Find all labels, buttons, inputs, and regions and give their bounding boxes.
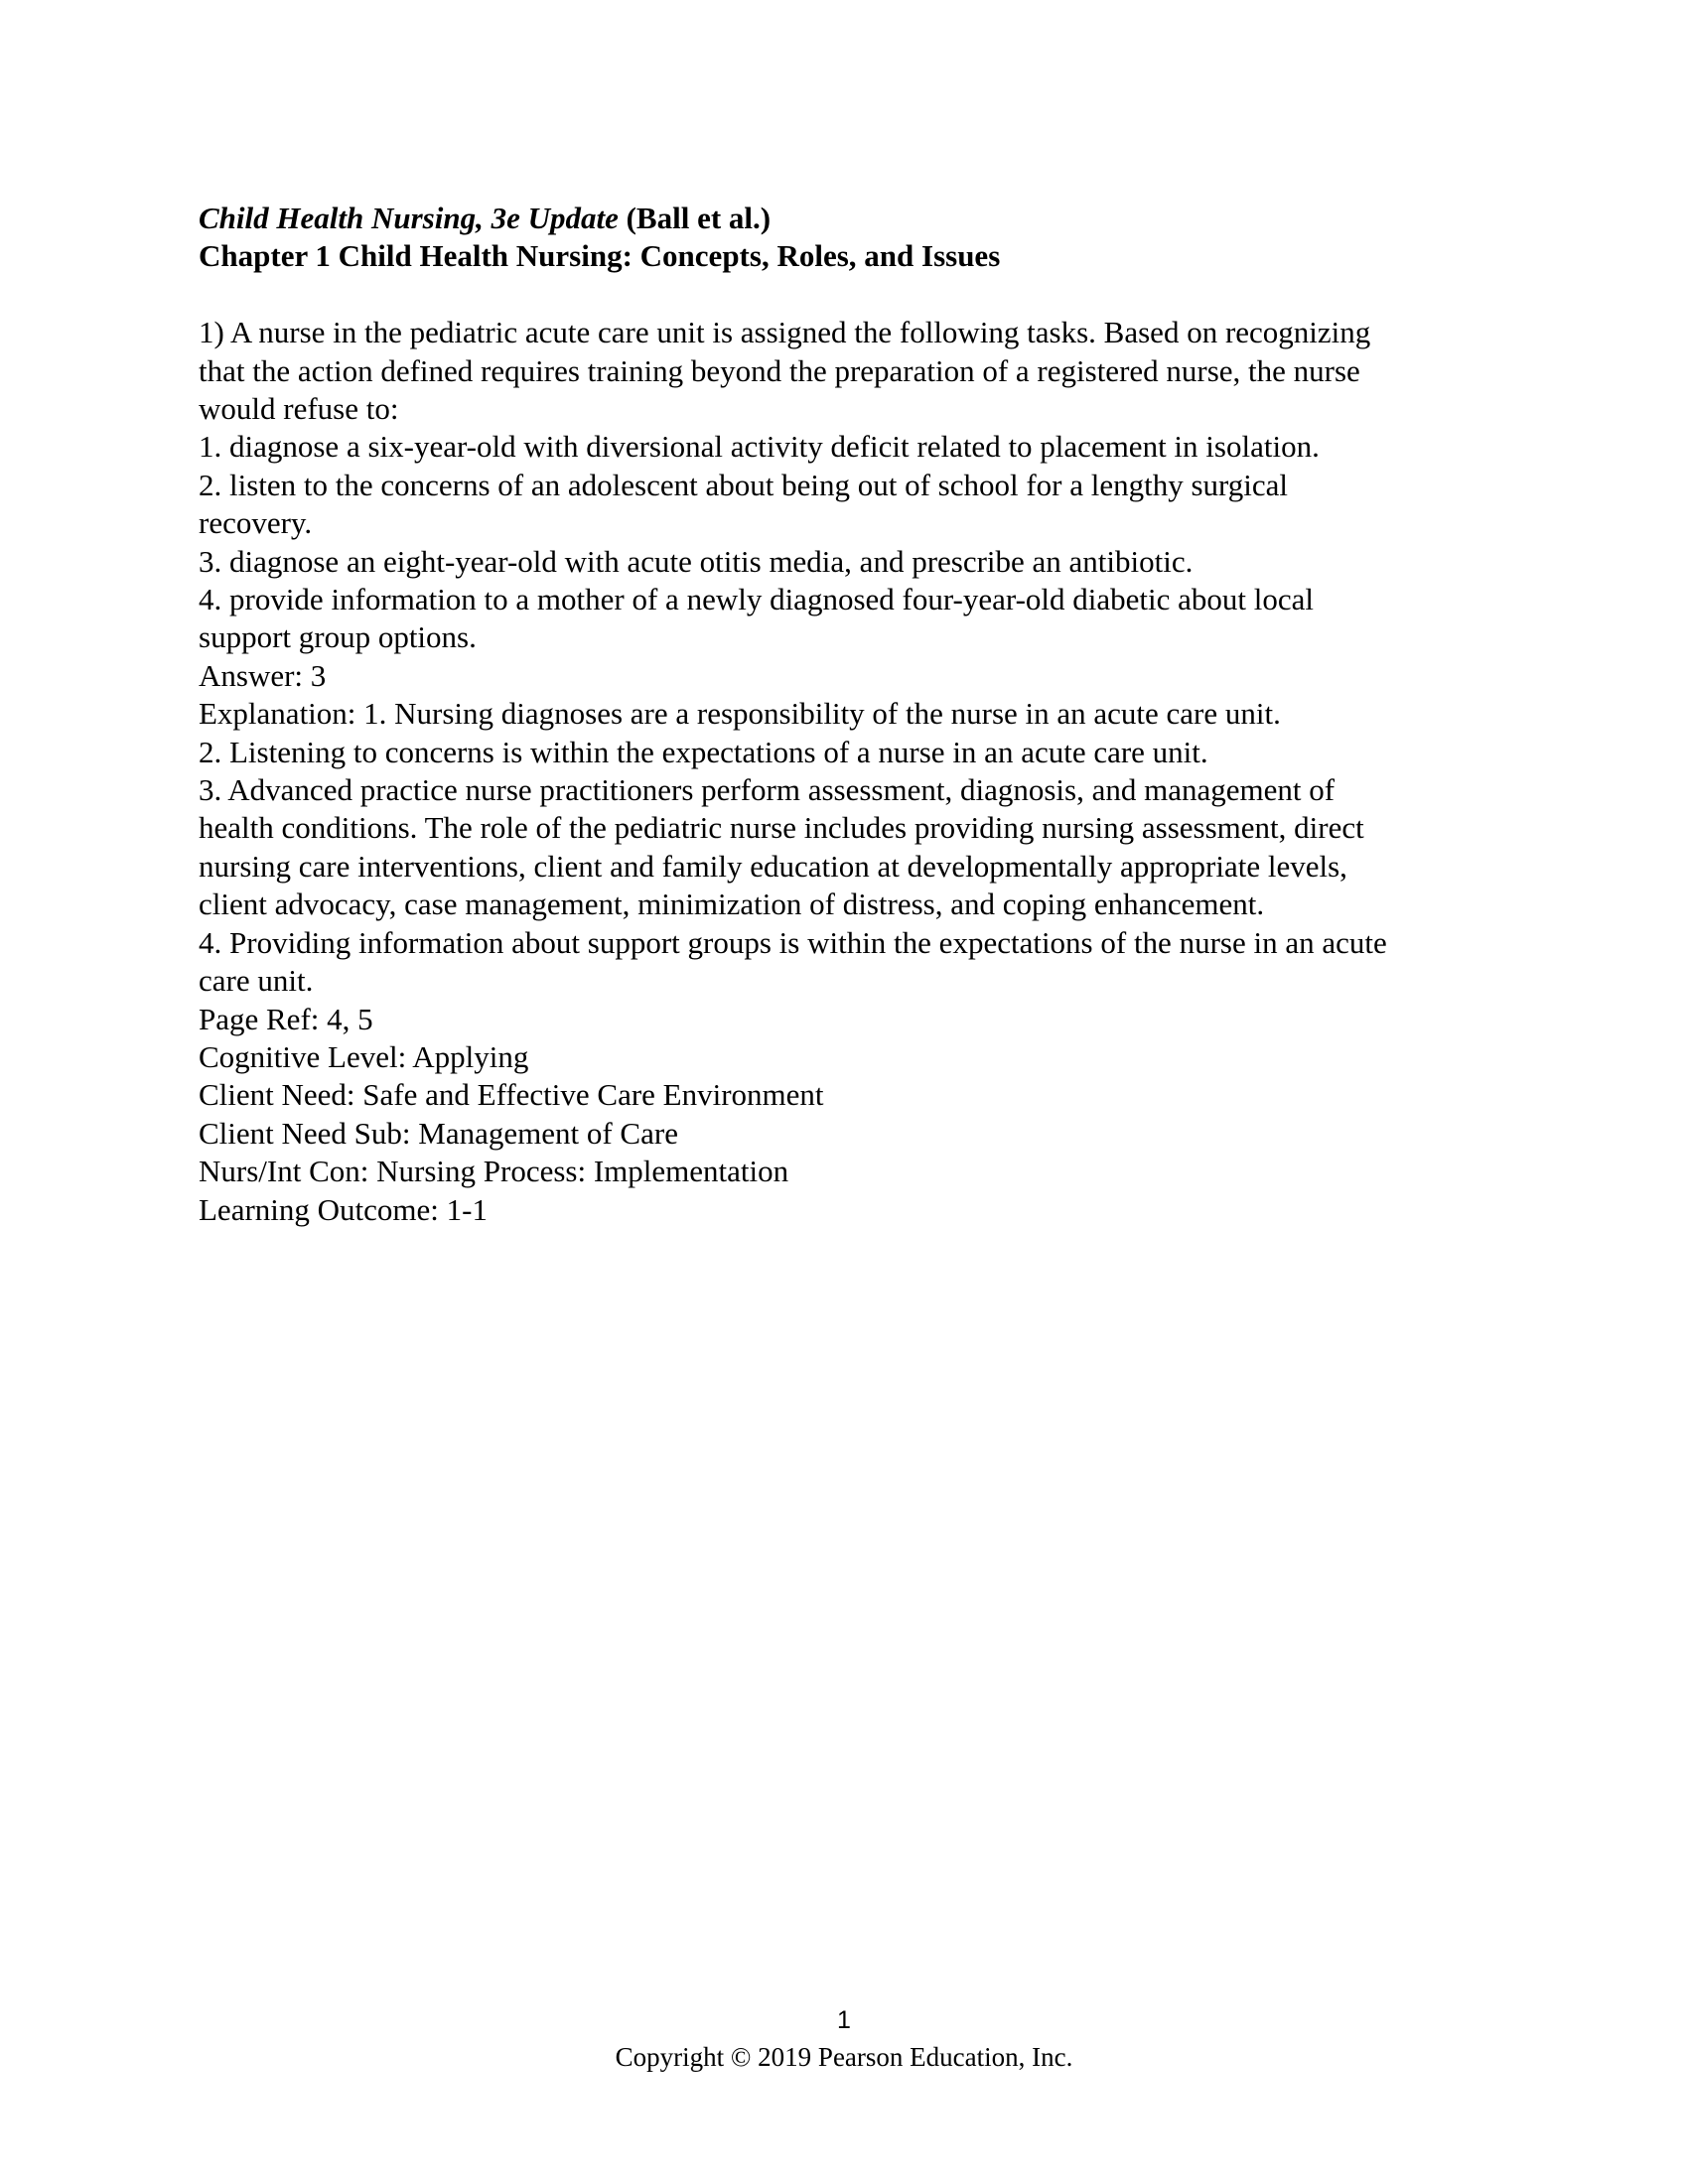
question-stem-line: that the action defined requires training beyond the preparation of a registered nurse, the nurse: [199, 352, 1360, 388]
explanation-line: 4. Providing information about support groups is within the expectations of the nurse in an acute: [199, 924, 1387, 960]
option-line: support group options.: [199, 619, 477, 655]
learning-outcome: Learning Outcome: 1-1: [199, 1191, 488, 1227]
explanation-line: Explanation: 1. Nursing diagnoses are a responsibility of the nurse in an acute care unit.: [199, 696, 1281, 732]
document-body: [199, 200, 1509, 1229]
explanation: [199, 695, 1509, 1000]
explanation-line: 3. Advanced practice nurse practitioners perform assessment, diagnosis, and management of: [199, 772, 1336, 808]
client-need: Client Need: Safe and Effective Care Environment: [199, 1077, 824, 1113]
page-number: 1: [837, 2006, 851, 2034]
option-line: 1. diagnose a six-year-old with diversional activity deficit related to placement in isolation.: [199, 429, 1320, 465]
cognitive-level: Cognitive Level: Applying: [199, 1038, 529, 1074]
option-line: 2. listen to the concerns of an adolescent about being out of school for a lengthy surgical: [199, 467, 1289, 502]
chapter-title: Chapter 1 Child Health Nursing: Concepts, Roles, and Issues: [199, 238, 1001, 274]
explanation-line: client advocacy, case management, minimization of distress, and coping enhancement.: [199, 887, 1265, 922]
book-title-line: [199, 200, 1509, 237]
page-ref: Page Ref: 4, 5: [199, 1001, 373, 1036]
explanation-line: nursing care interventions, client and family education at developmentally appropriate levels,: [199, 848, 1347, 884]
answer-options: [199, 428, 1509, 656]
option-line: 4. provide information to a mother of a newly diagnosed four-year-old diabetic about local: [199, 582, 1315, 617]
client-need-sub: Client Need Sub: Management of Care: [199, 1115, 678, 1151]
nursing-integrated-concept: Nurs/Int Con: Nursing Process: Implementation: [199, 1154, 789, 1189]
option-line: recovery.: [199, 505, 313, 541]
explanation-line: care unit.: [199, 963, 314, 999]
copyright-notice: Copyright © 2019 Pearson Education, Inc.: [615, 2042, 1073, 2072]
book-title: Child Health Nursing, 3e Update: [199, 201, 619, 235]
spacer: [199, 276, 1509, 314]
option-line: 3. diagnose an eight-year-old with acute otitis media, and prescribe an antibiotic.: [199, 543, 1194, 579]
book-authors: (Ball et al.): [618, 201, 772, 235]
question-stem-line: would refuse to:: [199, 391, 399, 427]
question-stem: [199, 314, 1509, 428]
explanation-line: 2. Listening to concerns is within the expectations of a nurse in an acute care unit.: [199, 734, 1208, 769]
answer: Answer: 3: [199, 657, 327, 693]
explanation-line: health conditions. The role of the pediatric nurse includes providing nursing assessment, direct: [199, 810, 1364, 846]
question-stem-line: 1) A nurse in the pediatric acute care unit is assigned the following tasks. Based on recognizing: [199, 315, 1371, 350]
